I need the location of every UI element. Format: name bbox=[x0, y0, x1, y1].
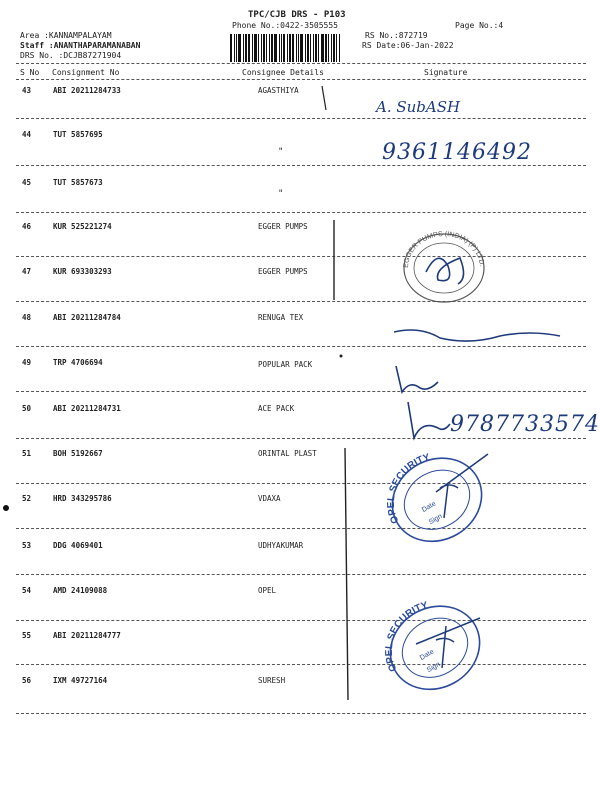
signature-49-scribble bbox=[396, 366, 438, 392]
row-consignee: SURESH bbox=[258, 676, 286, 685]
opel-stamp-sign: Sign bbox=[427, 512, 444, 527]
opel-stamp-date: Date bbox=[418, 648, 436, 662]
row-consignment: ABI 20211284733 bbox=[53, 86, 121, 95]
signature-name-43: A. SubASH bbox=[376, 98, 461, 116]
column-header-consignment: Consignment No bbox=[52, 68, 120, 77]
row-consignee: ORINTAL PLAST bbox=[258, 449, 317, 458]
rs-number: RS No.:872719 bbox=[365, 31, 428, 40]
area-label: Area :KANNAMPALAYAM bbox=[20, 31, 112, 40]
row-consignment: IXM 49727164 bbox=[53, 676, 108, 685]
row-consignee: AGASTHIYA bbox=[258, 86, 299, 95]
rs-date: RS Date:06-Jan-2022 bbox=[362, 41, 454, 50]
row-consignee: " bbox=[278, 147, 284, 157]
column-header-consignee: Consignee Details bbox=[242, 68, 324, 77]
opel-security-stamp-1 bbox=[378, 448, 498, 548]
row-sno: 54 bbox=[22, 586, 32, 595]
drs-number: DRS No. :DCJB87271904 bbox=[20, 51, 122, 60]
phone-number: Phone No.:0422-3505555 bbox=[232, 21, 338, 30]
column-header-signature: Signature bbox=[424, 68, 468, 77]
row-consignee: EGGER PUMPS bbox=[258, 222, 308, 231]
row-sno: 43 bbox=[22, 86, 32, 95]
row-consignee: VDAXA bbox=[258, 494, 281, 503]
row-sno: 44 bbox=[22, 130, 32, 139]
signature-50-scribble bbox=[408, 402, 450, 438]
row-sno: 50 bbox=[22, 404, 32, 413]
document-title: TPC/CJB DRS - P103 bbox=[248, 10, 346, 20]
row-consignment: HRD 343295786 bbox=[53, 494, 112, 503]
row-sno: 51 bbox=[22, 449, 32, 458]
svg-text:EGGER PUMPS (INDIA) (P) LTD. bbox=[403, 231, 485, 268]
row-consignee: POPULAR PACK bbox=[258, 360, 313, 369]
opel-stamp-text: OPEL SECURITY bbox=[383, 600, 430, 674]
row-consignment: TRP 4706694 bbox=[53, 358, 103, 367]
row-sno: 47 bbox=[22, 267, 32, 276]
row-consignment: DDG 4069401 bbox=[53, 541, 103, 550]
row-sno: 55 bbox=[22, 631, 32, 640]
signature-48-scribble bbox=[394, 330, 560, 341]
opel-stamp-text: OPEL SECURITY bbox=[385, 452, 432, 526]
row-consignee: OPEL bbox=[258, 586, 277, 595]
row-sno: 45 bbox=[22, 178, 32, 187]
row-consignment: BOH 5192667 bbox=[53, 449, 103, 458]
row-consignment: ABI 20211284731 bbox=[53, 404, 121, 413]
egger-stamp-text: EGGER PUMPS (INDIA) (P) LTD. bbox=[402, 230, 485, 269]
row-consignment: TUT 5857695 bbox=[53, 130, 103, 139]
row-consignee: " bbox=[278, 189, 284, 199]
egger-pumps-stamp bbox=[398, 228, 490, 304]
handwritten-phone-50: 9787733574 bbox=[450, 412, 600, 437]
row-consignment: ABI 20211284777 bbox=[53, 631, 121, 640]
column-header-sno: S No bbox=[20, 68, 40, 77]
page-number: Page No.:4 bbox=[455, 21, 504, 30]
row-sno: 48 bbox=[22, 313, 32, 322]
handwritten-phone-44: 9361146492 bbox=[382, 140, 532, 165]
row-consignee: ACE PACK bbox=[258, 404, 295, 413]
row-consignee: EGGER PUMPS bbox=[258, 267, 308, 276]
opel-stamp-date: Date bbox=[420, 500, 438, 514]
staff-label: Staff :ANANTHAPARAMANABAN bbox=[20, 41, 141, 50]
row-sno: 46 bbox=[22, 222, 32, 231]
row-consignment: ABI 20211284784 bbox=[53, 313, 121, 322]
row-sno: 53 bbox=[22, 541, 32, 550]
opel-stamp-sign: Sign bbox=[425, 660, 442, 675]
row-consignment: KUR 525221274 bbox=[53, 222, 112, 231]
row-consignment: KUR 693303293 bbox=[53, 267, 112, 276]
row-consignment: AMD 24109088 bbox=[53, 586, 108, 595]
row-consignment: TUT 5857673 bbox=[53, 178, 103, 187]
opel-security-stamp-2 bbox=[376, 596, 494, 696]
row-consignee: RENUGA TEX bbox=[258, 313, 304, 322]
row-sno: 49 bbox=[22, 358, 32, 367]
row-sno: 56 bbox=[22, 676, 32, 685]
row-consignee: UDHYAKUMAR bbox=[258, 541, 304, 550]
row-sno: 52 bbox=[22, 494, 32, 503]
